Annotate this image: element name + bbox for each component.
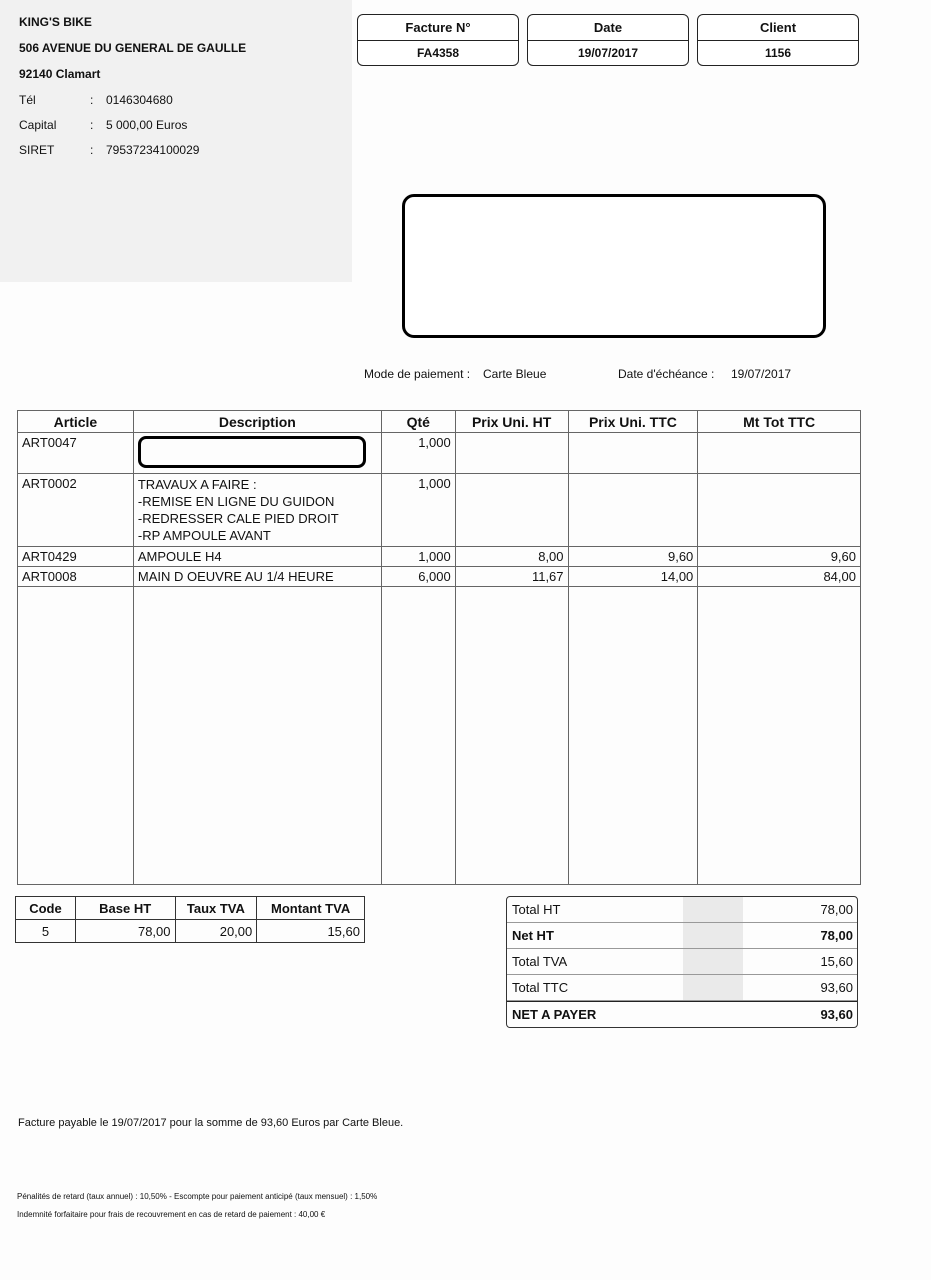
col-total-ttc: Mt Tot TTC	[698, 411, 861, 433]
tva-montant: 15,60	[257, 920, 365, 943]
tva-col-code: Code	[16, 897, 76, 920]
client-label: Client	[698, 15, 858, 41]
col-pu-ht: Prix Uni. HT	[455, 411, 568, 433]
payment-mode-label: Mode de paiement :	[364, 367, 471, 381]
colon: :	[90, 143, 94, 157]
pu-ttc-cell: 9,60	[568, 547, 698, 567]
total-tva-row	[507, 949, 857, 975]
article-cell: ART0008	[18, 567, 134, 587]
items-header-row	[18, 411, 861, 433]
company-name: KING'S BIKE	[19, 15, 92, 29]
tva-col-base-ht: Base HT	[75, 897, 175, 920]
qty-cell: 1,000	[381, 547, 455, 567]
total-ht-label: Total HT	[512, 902, 561, 917]
pu-ht-cell: 11,67	[455, 567, 568, 587]
capital-label: Capital	[19, 118, 57, 132]
net-ht-label: Net HT	[512, 928, 554, 943]
total-cell: 84,00	[698, 567, 861, 587]
client-box	[697, 14, 859, 66]
description-cell: MAIN D OEUVRE AU 1/4 HEURE	[133, 567, 381, 587]
total-ht-row	[507, 897, 857, 923]
pu-ttc-cell: 14,00	[568, 567, 698, 587]
tva-table	[15, 896, 365, 943]
total-ttc-label: Total TTC	[512, 980, 569, 995]
description-cell	[133, 474, 381, 547]
tva-taux: 20,00	[175, 920, 257, 943]
client-value: 1156	[764, 46, 792, 60]
table-empty-space	[18, 587, 861, 885]
tva-row	[16, 920, 365, 943]
article-cell: ART0047	[18, 433, 134, 474]
col-article: Article	[18, 411, 134, 433]
net-a-payer-label: NET A PAYER	[512, 1007, 597, 1022]
redacted-description	[138, 436, 366, 468]
due-date-label: Date d'échéance :	[618, 367, 715, 381]
payable-note: Facture payable le 19/07/2017 pour la somme de 93,60 Euros par Carte Bleue.	[18, 1117, 404, 1129]
total-ht-value: 78,00	[820, 902, 853, 917]
col-qty: Qté	[381, 411, 455, 433]
colon: :	[90, 93, 94, 107]
invoice-number-value: FA4358	[416, 46, 460, 60]
invoice-number-box	[357, 14, 519, 66]
article-cell: ART0002	[18, 474, 134, 547]
table-row	[18, 433, 861, 474]
qty-cell: 1,000	[381, 474, 455, 547]
total-tva-label: Total TVA	[512, 954, 568, 969]
description-cell: AMPOULE H4	[133, 547, 381, 567]
items-table	[17, 410, 861, 885]
total-cell: 9,60	[698, 547, 861, 567]
colon: :	[90, 118, 94, 132]
totals-box	[506, 896, 858, 1028]
indemnity-note: Indemnité forfaitaire pour frais de recouvrement en cas de retard de paiement : 40,00 €	[17, 1210, 326, 1219]
pu-ht-cell: 8,00	[455, 547, 568, 567]
description-line: TRAVAUX A FAIRE :	[137, 477, 257, 492]
tva-code: 5	[16, 920, 76, 943]
net-a-payer-value: 93,60	[820, 1007, 853, 1022]
net-ht-value: 78,00	[820, 928, 853, 943]
description-line: -REDRESSER CALE PIED DROIT	[137, 511, 339, 526]
total-ttc-row	[507, 975, 857, 1001]
date-value: 19/07/2017	[577, 46, 639, 60]
description-line: -REMISE EN LIGNE DU GUIDON	[137, 494, 335, 509]
capital-value: 5 000,00 Euros	[106, 118, 188, 132]
net-a-payer-row	[507, 1001, 857, 1027]
total-cell	[698, 433, 861, 474]
pu-ttc-cell	[568, 474, 698, 547]
tva-col-montant: Montant TVA	[257, 897, 365, 920]
qty-cell: 6,000	[381, 567, 455, 587]
phone-value: 0146304680	[106, 93, 173, 107]
date-box	[527, 14, 689, 66]
company-city: 92140 Clamart	[19, 67, 101, 81]
qty-cell: 1,000	[381, 433, 455, 474]
pu-ht-cell	[455, 433, 568, 474]
invoice-number-label: Facture N°	[358, 15, 518, 41]
total-cell	[698, 474, 861, 547]
description-line: -RP AMPOULE AVANT	[137, 528, 271, 543]
description-cell	[133, 433, 381, 474]
phone-label: Tél	[19, 93, 36, 107]
total-tva-value: 15,60	[820, 954, 853, 969]
tva-base-ht: 78,00	[75, 920, 175, 943]
tva-col-taux: Taux TVA	[175, 897, 257, 920]
table-row	[18, 547, 861, 567]
pu-ttc-cell	[568, 433, 698, 474]
date-label: Date	[528, 15, 688, 41]
article-cell: ART0429	[18, 547, 134, 567]
siret-label: SIRET	[19, 143, 55, 157]
redacted-address-box	[402, 194, 826, 338]
table-row	[18, 474, 861, 547]
table-row	[18, 567, 861, 587]
due-date-value: 19/07/2017	[731, 367, 792, 381]
penalties-note: Pénalités de retard (taux annuel) : 10,50% - Escompte pour paiement anticipé (taux mensuel) : 1,50%	[17, 1192, 378, 1201]
net-ht-row	[507, 923, 857, 949]
total-ttc-value: 93,60	[820, 980, 853, 995]
tva-header-row	[16, 897, 365, 920]
payment-mode-value: Carte Bleue	[483, 367, 547, 381]
col-description: Description	[133, 411, 381, 433]
col-pu-ttc: Prix Uni. TTC	[568, 411, 698, 433]
company-address: 506 AVENUE DU GENERAL DE GAULLE	[19, 41, 247, 55]
pu-ht-cell	[455, 474, 568, 547]
siret-value: 79537234100029	[106, 143, 200, 157]
